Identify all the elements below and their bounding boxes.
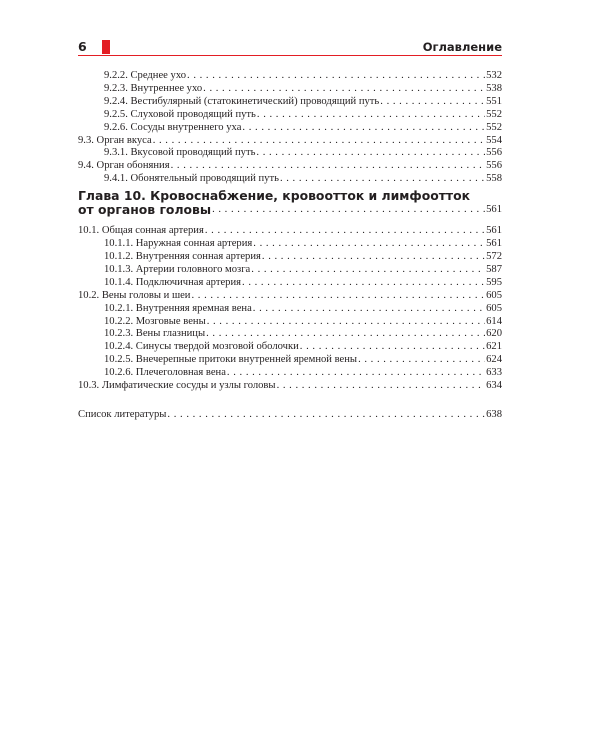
toc-entry[interactable] <box>78 290 502 303</box>
toc-entry-label: 10.2.5. Внечерепные притоки внутренней яремной вены <box>104 354 358 366</box>
dot-leader <box>253 303 485 316</box>
toc-entry-label: 10.3. Лимфатические сосуды и узлы головы <box>78 380 276 392</box>
toc-entry[interactable] <box>78 380 502 393</box>
toc-entry[interactable] <box>78 147 502 160</box>
toc-entry-label: 10.2.2. Мозговые вены <box>104 315 206 327</box>
toc-entry[interactable] <box>78 251 502 264</box>
toc-entry[interactable] <box>78 173 502 186</box>
toc-entry-page: 561 <box>486 238 502 250</box>
toc-entry-label: 10.2.6. Плечеголовная вена <box>104 367 226 379</box>
toc-entry[interactable] <box>78 238 502 251</box>
toc-entry-page: 620 <box>486 328 502 340</box>
toc-entry[interactable] <box>78 122 502 135</box>
toc-entry-label: 10.1.3. Артерии головного мозга <box>104 263 251 275</box>
toc-entry-page: 558 <box>486 173 502 185</box>
toc-entry[interactable] <box>78 160 502 173</box>
toc-entry-label: Список литературы <box>78 408 167 420</box>
dot-leader <box>251 264 485 277</box>
toc-entry-page: 605 <box>486 289 502 301</box>
toc-entry-label: 10.2. Вены головы и шеи <box>78 289 191 301</box>
toc-entry-page: 621 <box>486 341 502 353</box>
toc-entry[interactable] <box>78 316 502 329</box>
toc-entry-page: 552 <box>486 121 502 133</box>
dot-leader <box>380 96 485 109</box>
chapter-page: 561 <box>486 204 502 216</box>
toc-entry-label: 10.1.2. Внутренняя сонная артерия <box>104 250 261 262</box>
toc-entry-page: 561 <box>486 225 502 237</box>
dot-leader <box>167 409 485 422</box>
toc-entry-label: 9.2.5. Слуховой проводящий путь <box>104 108 256 120</box>
toc-entry-page: 624 <box>486 354 502 366</box>
dot-leader <box>242 277 485 290</box>
dot-leader <box>212 203 485 217</box>
toc-entry[interactable] <box>78 303 502 316</box>
toc-entry-label: 10.1.4. Подключичная артерия <box>104 276 242 288</box>
dot-leader <box>256 147 485 160</box>
toc-entry[interactable] <box>78 341 502 354</box>
toc-entry-label: 9.2.4. Вестибулярный (статокинетический) проводящий путь <box>104 95 380 107</box>
dot-leader <box>257 109 485 122</box>
toc-entry[interactable] <box>78 354 502 367</box>
dot-leader <box>206 328 485 341</box>
table-of-contents <box>78 70 502 422</box>
toc-entry[interactable] <box>78 225 502 238</box>
dot-leader <box>277 380 486 393</box>
toc-entry-page: 538 <box>486 82 502 94</box>
toc-entry-page: 638 <box>486 408 502 420</box>
chapter-title-line-2-row <box>78 203 502 217</box>
chapter-title-line-1: Глава 10. Кровоснабжение, кровоотток и лимфоотток <box>78 188 471 204</box>
dot-leader <box>300 341 485 354</box>
chapter-heading[interactable] <box>78 189 502 217</box>
chapter-title-line-2: от органов головы <box>78 202 212 218</box>
toc-section-chapter-10 <box>78 225 502 393</box>
toc-entry-page: 634 <box>486 380 502 392</box>
toc-entry-page: 614 <box>486 315 502 327</box>
running-header <box>78 40 502 56</box>
toc-entry-page: 532 <box>486 70 502 81</box>
toc-entry[interactable] <box>78 367 502 380</box>
toc-entry[interactable] <box>78 135 502 148</box>
dot-leader <box>242 122 485 135</box>
dot-leader <box>280 173 485 186</box>
page-number: 6 <box>78 39 87 54</box>
toc-entry-label: 10.2.4. Синусы твердой мозговой оболочки <box>104 341 299 353</box>
toc-entry-page: 633 <box>486 367 502 379</box>
toc-entry-label: 10.2.3. Вены глазницы <box>104 328 206 340</box>
toc-entry-references[interactable] <box>78 409 502 422</box>
dot-leader <box>205 225 485 238</box>
toc-entry-label: 9.3. Орган вкуса <box>78 134 152 146</box>
toc-entry-page: 595 <box>486 276 502 288</box>
dot-leader <box>358 354 485 367</box>
toc-entry-page: 554 <box>486 134 502 146</box>
toc-entry-label: 10.1. Общая сонная артерия <box>78 225 204 237</box>
toc-entry-page: 551 <box>486 95 502 107</box>
toc-entry-label: 9.2.3. Внутреннее ухо <box>104 82 203 94</box>
toc-entry-label: 9.2.6. Сосуды внутреннего уха <box>104 121 242 133</box>
toc-entry[interactable] <box>78 96 502 109</box>
header-rule <box>78 55 502 56</box>
toc-entry[interactable] <box>78 277 502 290</box>
toc-section-chapter-9 <box>78 70 502 186</box>
running-title: Оглавление <box>422 40 502 54</box>
toc-entry-page: 556 <box>486 160 502 172</box>
dot-leader <box>187 70 485 83</box>
toc-entry-label: 9.4. Орган обоняния <box>78 160 170 172</box>
dot-leader <box>203 83 485 96</box>
dot-leader <box>153 135 485 148</box>
dot-leader <box>227 367 485 380</box>
toc-entry-label: 9.3.1. Вкусовой проводящий путь <box>104 147 256 159</box>
toc-entry-page: 605 <box>486 302 502 314</box>
toc-entry-label: 10.2.1. Внутренняя яремная вена <box>104 302 252 314</box>
dot-leader <box>191 290 485 303</box>
toc-entry-label: 9.2.2. Среднее ухо <box>104 70 187 81</box>
toc-entry-page: 552 <box>486 108 502 120</box>
toc-entry[interactable] <box>78 70 502 83</box>
dot-leader <box>171 160 486 173</box>
toc-entry[interactable] <box>78 109 502 122</box>
toc-entry[interactable] <box>78 264 502 277</box>
red-marker-block <box>102 40 110 54</box>
dot-leader <box>253 238 485 251</box>
toc-entry[interactable] <box>78 328 502 341</box>
toc-entry-label: 10.1.1. Наружная сонная артерия <box>104 238 253 250</box>
toc-entry-page: 587 <box>486 263 502 275</box>
toc-entry[interactable] <box>78 83 502 96</box>
toc-entry-page: 556 <box>486 147 502 159</box>
toc-entry-page: 572 <box>486 250 502 262</box>
toc-entry-label: 9.4.1. Обонятельный проводящий путь <box>104 173 279 185</box>
dot-leader <box>207 316 485 329</box>
dot-leader <box>262 251 485 264</box>
